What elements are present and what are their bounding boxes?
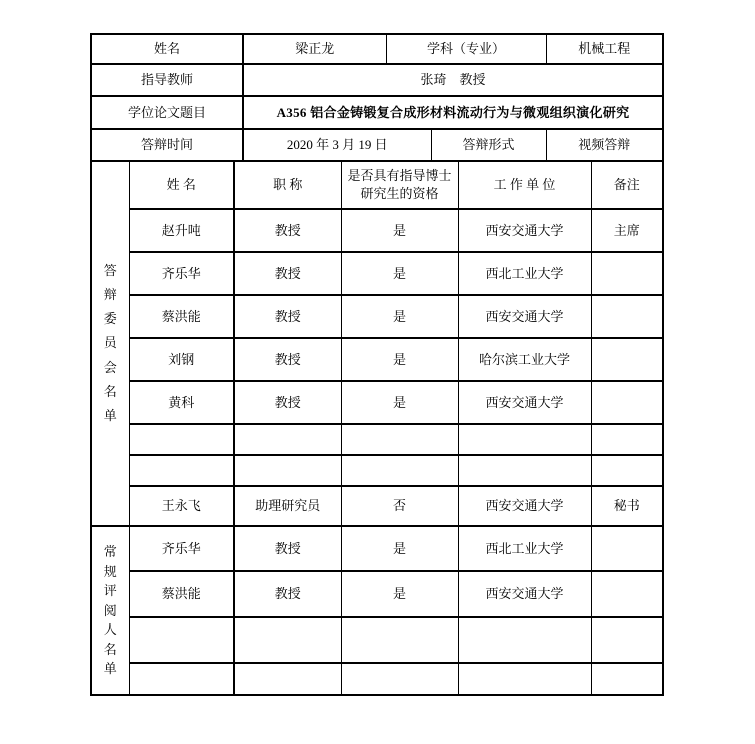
- reviewer-title: [234, 663, 341, 695]
- reviewer-title: 教授: [234, 526, 341, 571]
- reviewer-workplace: 西安交通大学: [458, 571, 591, 617]
- name-label: 姓名: [91, 34, 243, 64]
- header-qualified: 是否具有指导博士研究生的资格: [341, 162, 458, 209]
- reviewer-name: 蔡洪能: [129, 571, 234, 617]
- member-workplace: 西北工业大学: [458, 252, 591, 295]
- committee-row-empty: [91, 424, 663, 455]
- member-name: 齐乐华: [129, 252, 234, 295]
- member-qualified: 是: [341, 381, 458, 424]
- member-remark: [591, 455, 663, 486]
- reviewer-row-empty: [91, 617, 663, 663]
- reviewer-workplace: 西北工业大学: [458, 526, 591, 571]
- member-qualified: [341, 424, 458, 455]
- advisor-value: 张琦 教授: [243, 64, 663, 96]
- committee-row: [91, 381, 663, 424]
- member-workplace: 西安交通大学: [458, 486, 591, 526]
- name-value: 梁正龙: [243, 34, 386, 64]
- info-row-thesis: [91, 96, 663, 129]
- member-workplace: 西安交通大学: [458, 209, 591, 252]
- reviewer-qualified: 是: [341, 526, 458, 571]
- member-remark: [591, 338, 663, 381]
- header-title: 职 称: [234, 162, 341, 209]
- member-name: 蔡洪能: [129, 295, 234, 338]
- roster-header-row: [91, 162, 663, 209]
- thesis-label: 学位论文题目: [91, 96, 243, 129]
- committee-row: [91, 252, 663, 295]
- reviewers-section-label: 常规评阅人名单: [103, 544, 117, 677]
- reviewer-row-empty: [91, 663, 663, 695]
- defense-form-label: 答辩形式: [431, 129, 546, 161]
- defense-time-value: 2020 年 3 月 19 日: [243, 129, 431, 161]
- subject-label: 学科（专业）: [386, 34, 546, 64]
- reviewer-row: [91, 571, 663, 617]
- member-remark: 主席: [591, 209, 663, 252]
- member-title: 教授: [234, 252, 341, 295]
- reviewer-name: 齐乐华: [129, 526, 234, 571]
- advisor-label: 指导教师: [91, 64, 243, 96]
- info-table: [90, 33, 664, 162]
- member-title: 教授: [234, 381, 341, 424]
- member-remark: [591, 252, 663, 295]
- member-title: 教授: [234, 209, 341, 252]
- reviewer-qualified: [341, 617, 458, 663]
- member-title: 教授: [234, 338, 341, 381]
- defense-time-label: 答辩时间: [91, 129, 243, 161]
- info-row-advisor: [91, 64, 663, 96]
- member-remark: [591, 424, 663, 455]
- committee-row: [91, 209, 663, 252]
- member-remark: 秘书: [591, 486, 663, 526]
- reviewer-qualified: [341, 663, 458, 695]
- member-name: [129, 455, 234, 486]
- committee-section-label-cell: [91, 162, 129, 526]
- member-workplace: 哈尔滨工业大学: [458, 338, 591, 381]
- roster-table: [90, 162, 664, 696]
- member-name: 赵升吨: [129, 209, 234, 252]
- committee-section-label: 答辩委员会名单: [103, 263, 117, 423]
- reviewer-qualified: 是: [341, 571, 458, 617]
- header-workplace: 工 作 单 位: [458, 162, 591, 209]
- reviewer-title: [234, 617, 341, 663]
- reviewer-name: [129, 617, 234, 663]
- member-title: [234, 455, 341, 486]
- member-workplace: 西安交通大学: [458, 381, 591, 424]
- committee-row-empty: [91, 455, 663, 486]
- header-remark: 备注: [591, 162, 663, 209]
- reviewer-workplace: [458, 617, 591, 663]
- reviewer-remark: [591, 617, 663, 663]
- member-qualified: 是: [341, 252, 458, 295]
- member-qualified: 是: [341, 338, 458, 381]
- member-qualified: 是: [341, 209, 458, 252]
- member-workplace: [458, 455, 591, 486]
- member-name: 刘钢: [129, 338, 234, 381]
- member-title: [234, 424, 341, 455]
- reviewer-title: 教授: [234, 571, 341, 617]
- header-name: 姓 名: [129, 162, 234, 209]
- committee-row: [91, 295, 663, 338]
- member-workplace: 西安交通大学: [458, 295, 591, 338]
- reviewer-name: [129, 663, 234, 695]
- member-title: 助理研究员: [234, 486, 341, 526]
- member-name: 王永飞: [129, 486, 234, 526]
- member-name: 黄科: [129, 381, 234, 424]
- committee-row: [91, 338, 663, 381]
- reviewer-workplace: [458, 663, 591, 695]
- reviewer-remark: [591, 571, 663, 617]
- info-row-defense: [91, 129, 663, 161]
- member-qualified: 是: [341, 295, 458, 338]
- thesis-title: A356 铝合金铸锻复合成形材料流动行为与微观组织演化研究: [243, 96, 663, 129]
- subject-value: 机械工程: [546, 34, 663, 64]
- member-title: 教授: [234, 295, 341, 338]
- member-qualified: 否: [341, 486, 458, 526]
- defense-form: [90, 33, 662, 696]
- defense-form-value: 视频答辩: [546, 129, 663, 161]
- member-remark: [591, 295, 663, 338]
- member-remark: [591, 381, 663, 424]
- member-name: [129, 424, 234, 455]
- reviewer-row: [91, 526, 663, 571]
- member-qualified: [341, 455, 458, 486]
- committee-row: [91, 486, 663, 526]
- reviewer-remark: [591, 526, 663, 571]
- member-workplace: [458, 424, 591, 455]
- reviewers-section-label-cell: [91, 526, 129, 695]
- reviewer-remark: [591, 663, 663, 695]
- info-row-name: [91, 34, 663, 64]
